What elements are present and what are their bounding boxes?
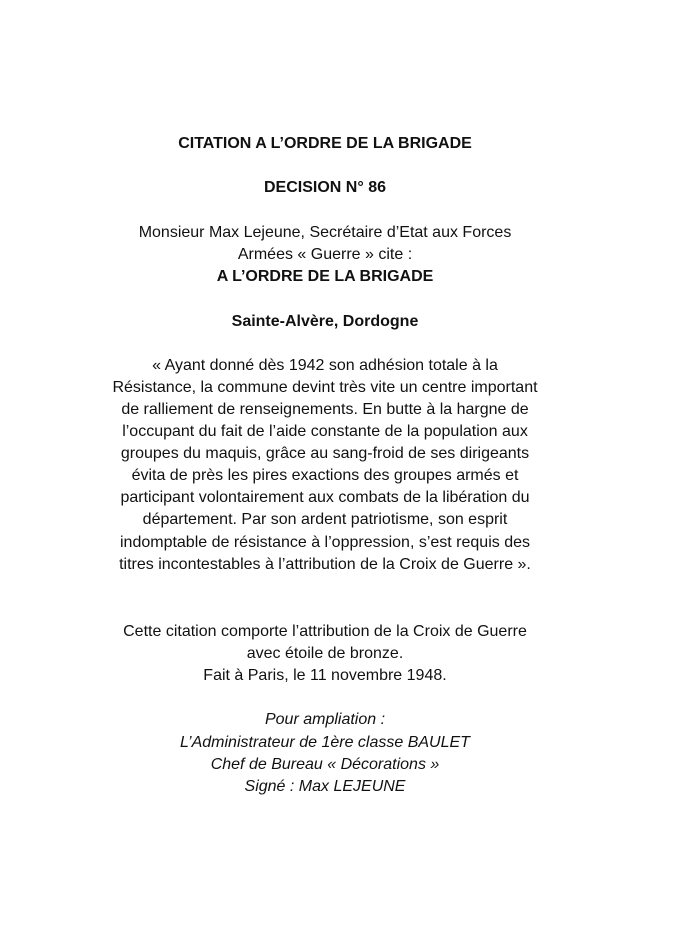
signature-line-4: Signé : Max LEJEUNE — [244, 778, 406, 795]
citation-line: « Ayant donné dès 1942 son adhésion totale à la — [152, 357, 498, 374]
citation-line: évita de près les pires exactions des groupes armés et — [131, 467, 519, 484]
award-line-1: Cette citation comporte l’attribution de la Croix de Guerre — [123, 623, 527, 640]
citation-line: l’occupant du fait de l’aide constante de la population aux — [122, 423, 528, 440]
citation-line: groupes du maquis, grâce au sang-froid de ses dirigeants — [120, 445, 530, 462]
document-title: CITATION A L’ORDRE DE LA BRIGADE — [178, 135, 472, 152]
citation-line: indomptable de résistance à l’oppression, s’est requis des — [119, 534, 530, 551]
order-heading: A L’ORDRE DE LA BRIGADE — [216, 268, 434, 285]
intro-line-2: Armées « Guerre » cite : — [237, 246, 413, 263]
decision-number: DECISION N° 86 — [264, 179, 386, 196]
citation-line: département. Par son ardent patriotisme, son esprit — [142, 511, 508, 528]
signature-line-3: Chef de Bureau « Décorations » — [210, 756, 440, 773]
date-line: Fait à Paris, le 11 novembre 1948. — [203, 667, 447, 684]
award-line-2: avec étoile de bronze. — [246, 645, 404, 662]
citation-line: participant volontairement aux combats de la libération du — [120, 489, 530, 506]
citation-line: de ralliement de renseignements. En butte à la hargne de — [121, 401, 529, 418]
intro-line-1: Monsieur Max Lejeune, Secrétaire d’Etat aux Forces — [138, 224, 512, 241]
signature-line-1: Pour ampliation : — [264, 711, 386, 728]
citation-line: titres incontestables à l’attribution de la Croix de Guerre ». — [119, 556, 531, 573]
place-name: Sainte-Alvère, Dordogne — [231, 313, 419, 330]
citation-line: Résistance, la commune devint très vite un centre important — [112, 379, 538, 396]
signature-line-2: L’Administrateur de 1ère classe BAULET — [180, 734, 470, 751]
